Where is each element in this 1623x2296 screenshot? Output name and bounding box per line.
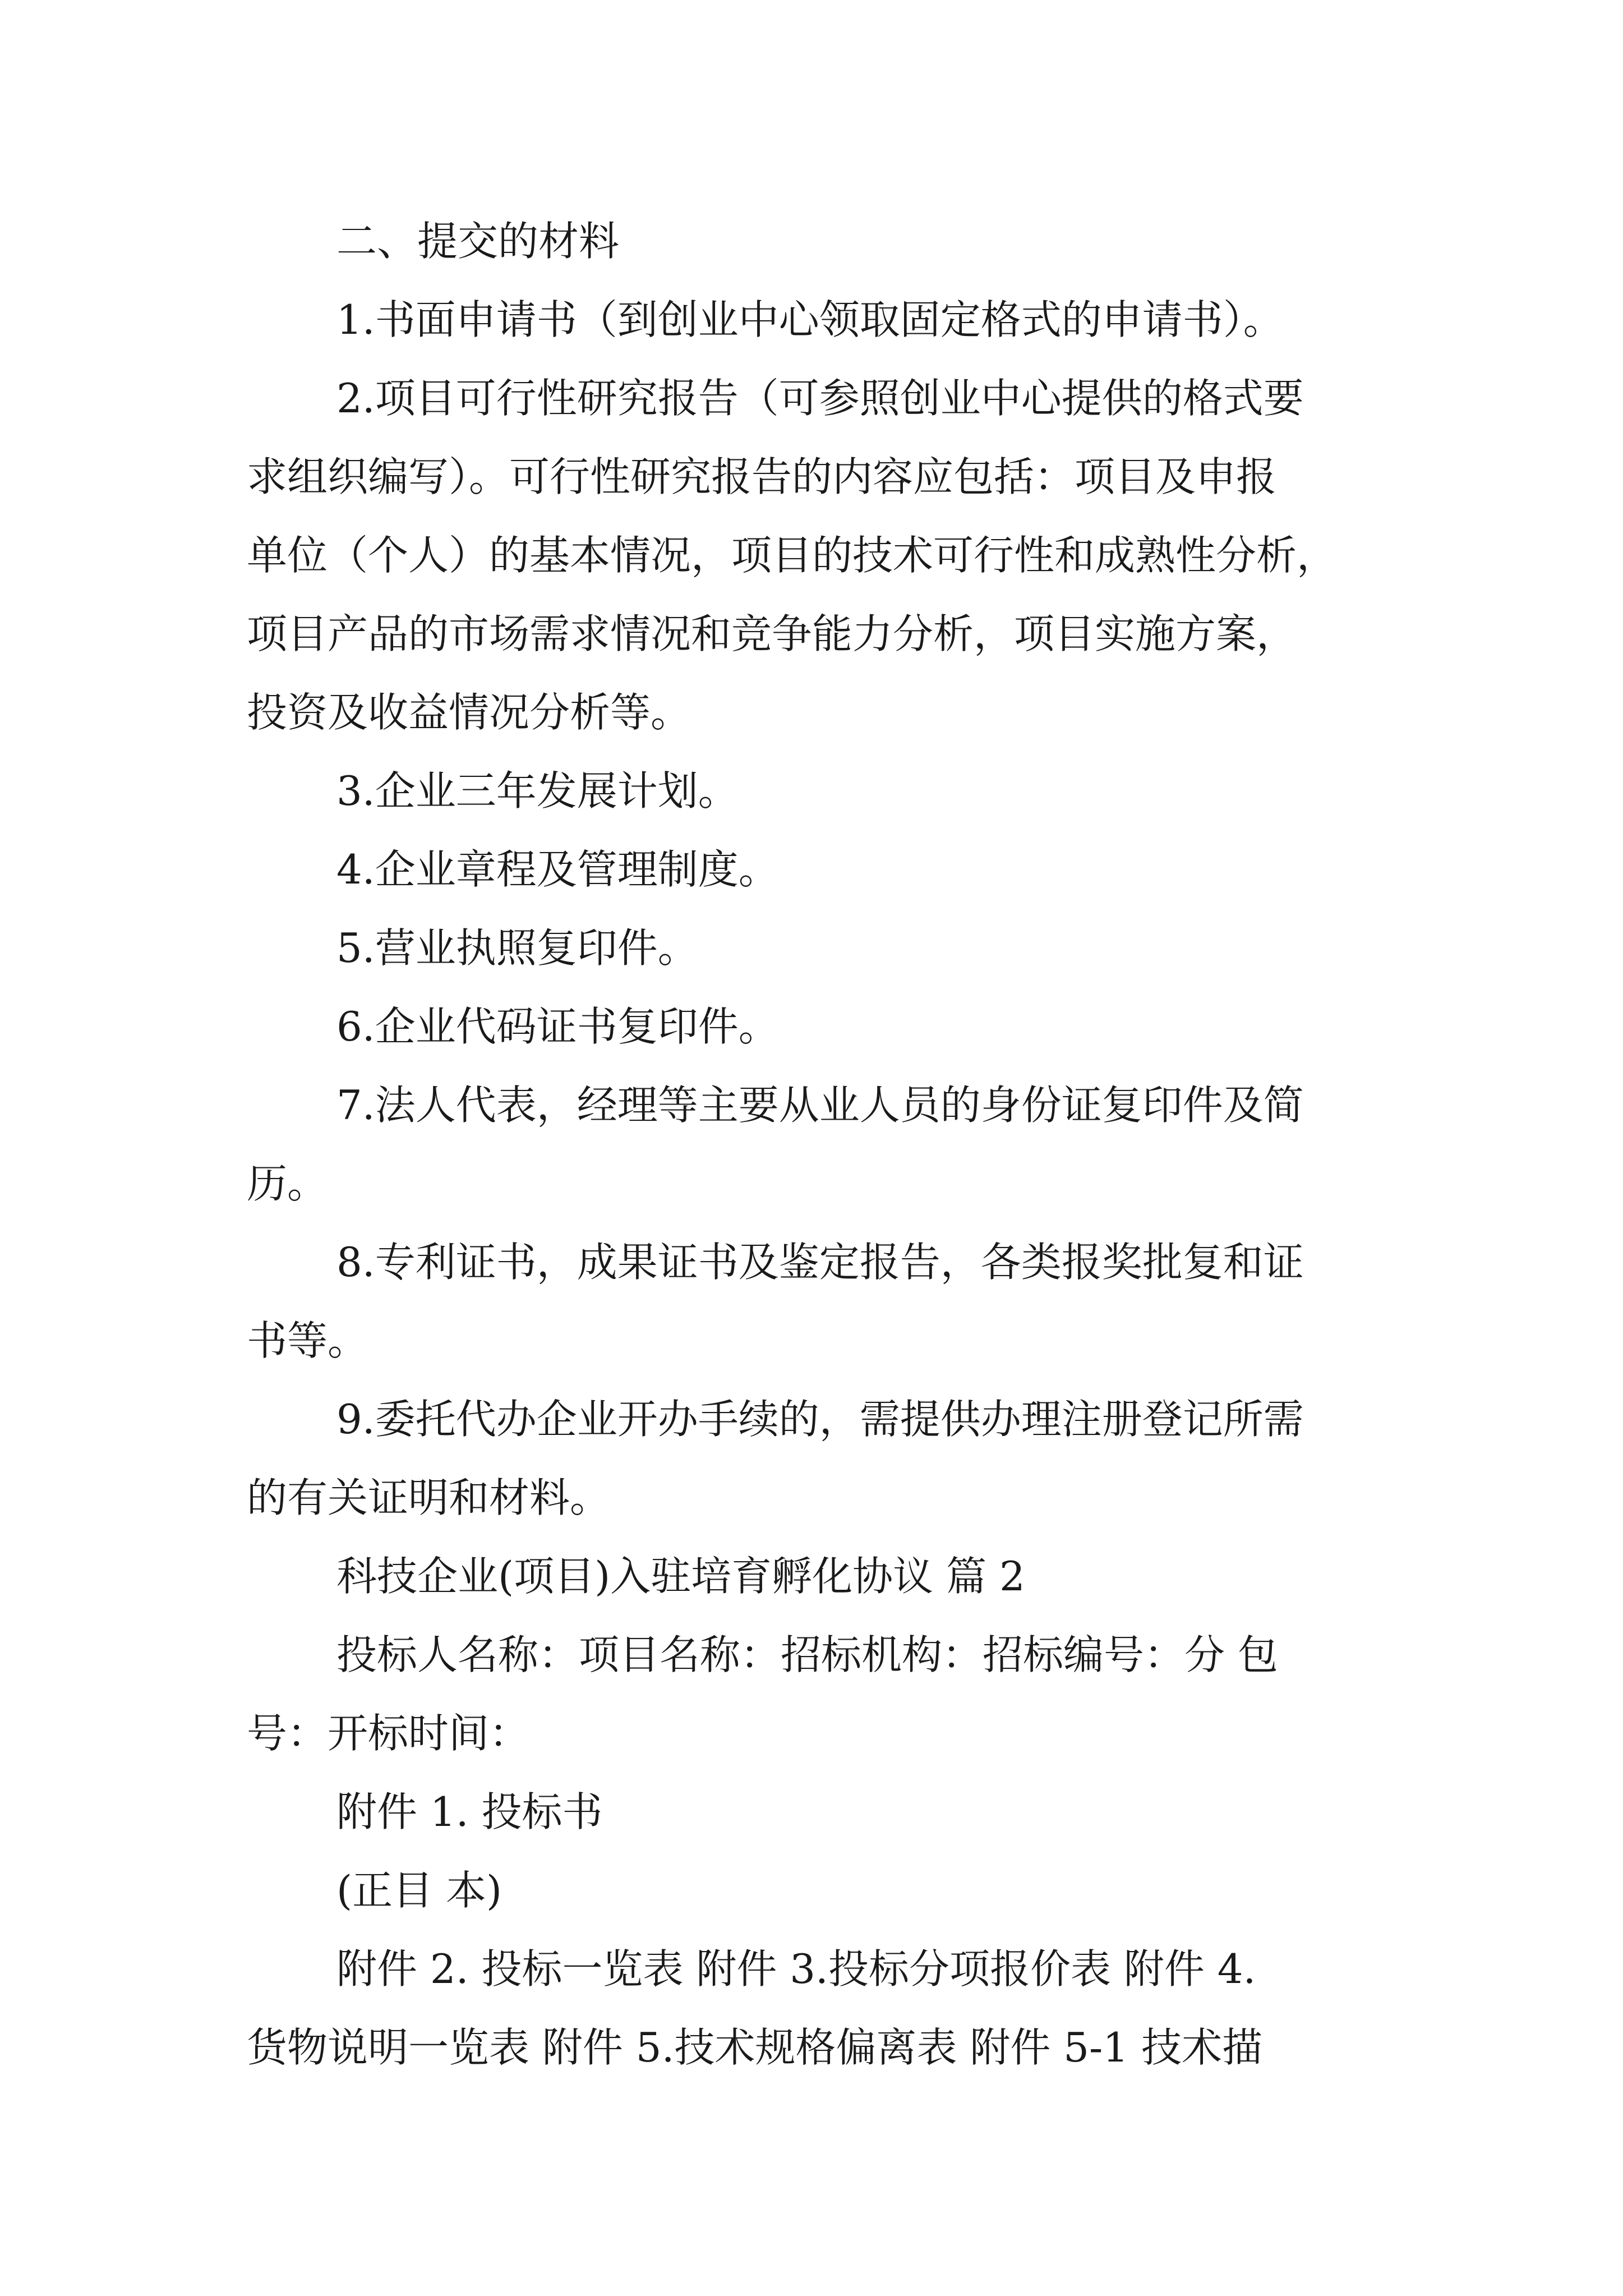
list-item-4: 4.企业章程及管理制度。	[336, 846, 779, 893]
list-item-2-cont: 投资及收益情况分析等。	[247, 689, 691, 736]
list-item-5: 5.营业执照复印件。	[336, 924, 698, 972]
attachment-list: 附件 2. 投标一览表 附件 3.投标分项报价表 附件 4.	[336, 1945, 1256, 1993]
agreement-title: 科技企业(项目)入驻培育孵化协议 篇 2	[336, 1553, 1025, 1600]
list-item-2-cont: 项目产品的市场需求情况和竞争能力分析，项目实施方案，	[247, 610, 1297, 657]
list-item-2-cont: 求组织编写）。可行性研究报告的内容应包括：项目及申报	[247, 453, 1277, 500]
bid-info-line: 投标人名称：项目名称：招标机构：招标编号：分 包	[336, 1631, 1278, 1678]
attachment-1: 附件 1. 投标书	[336, 1788, 603, 1835]
list-item-3: 3.企业三年发展计划。	[336, 767, 739, 815]
list-item-1: 1.书面申请书（到创业中心领取固定格式的申请书）。	[336, 296, 1284, 343]
list-item-9-cont: 的有关证明和材料。	[247, 1474, 611, 1521]
list-item-9: 9.委托代办企业开办手续的，需提供办理注册登记所需	[336, 1396, 1304, 1443]
list-item-2-cont: 单位（个人）的基本情况，项目的技术可行性和成熟性分析，	[247, 532, 1338, 579]
list-item-6: 6.企业代码证书复印件。	[336, 1003, 779, 1050]
list-item-8-cont: 书等。	[247, 1317, 368, 1364]
section-heading: 二、提交的材料	[336, 218, 620, 265]
list-item-7-cont: 历。	[247, 1160, 328, 1207]
attachment-list-cont: 货物说明一览表 附件 5.技术规格偏离表 附件 5-1 技术描	[247, 2024, 1263, 2071]
list-item-7: 7.法人代表，经理等主要从业人员的身份证复印件及简	[336, 1082, 1304, 1129]
list-item-2: 2.项目可行性研究报告（可参照创业中心提供的格式要	[336, 375, 1304, 422]
copy-note: (正目 本)	[336, 1867, 502, 1914]
list-item-8: 8.专利证书，成果证书及鉴定报告，各类报奖批复和证	[336, 1239, 1304, 1286]
bid-info-cont: 号：开标时间：	[247, 1710, 530, 1757]
